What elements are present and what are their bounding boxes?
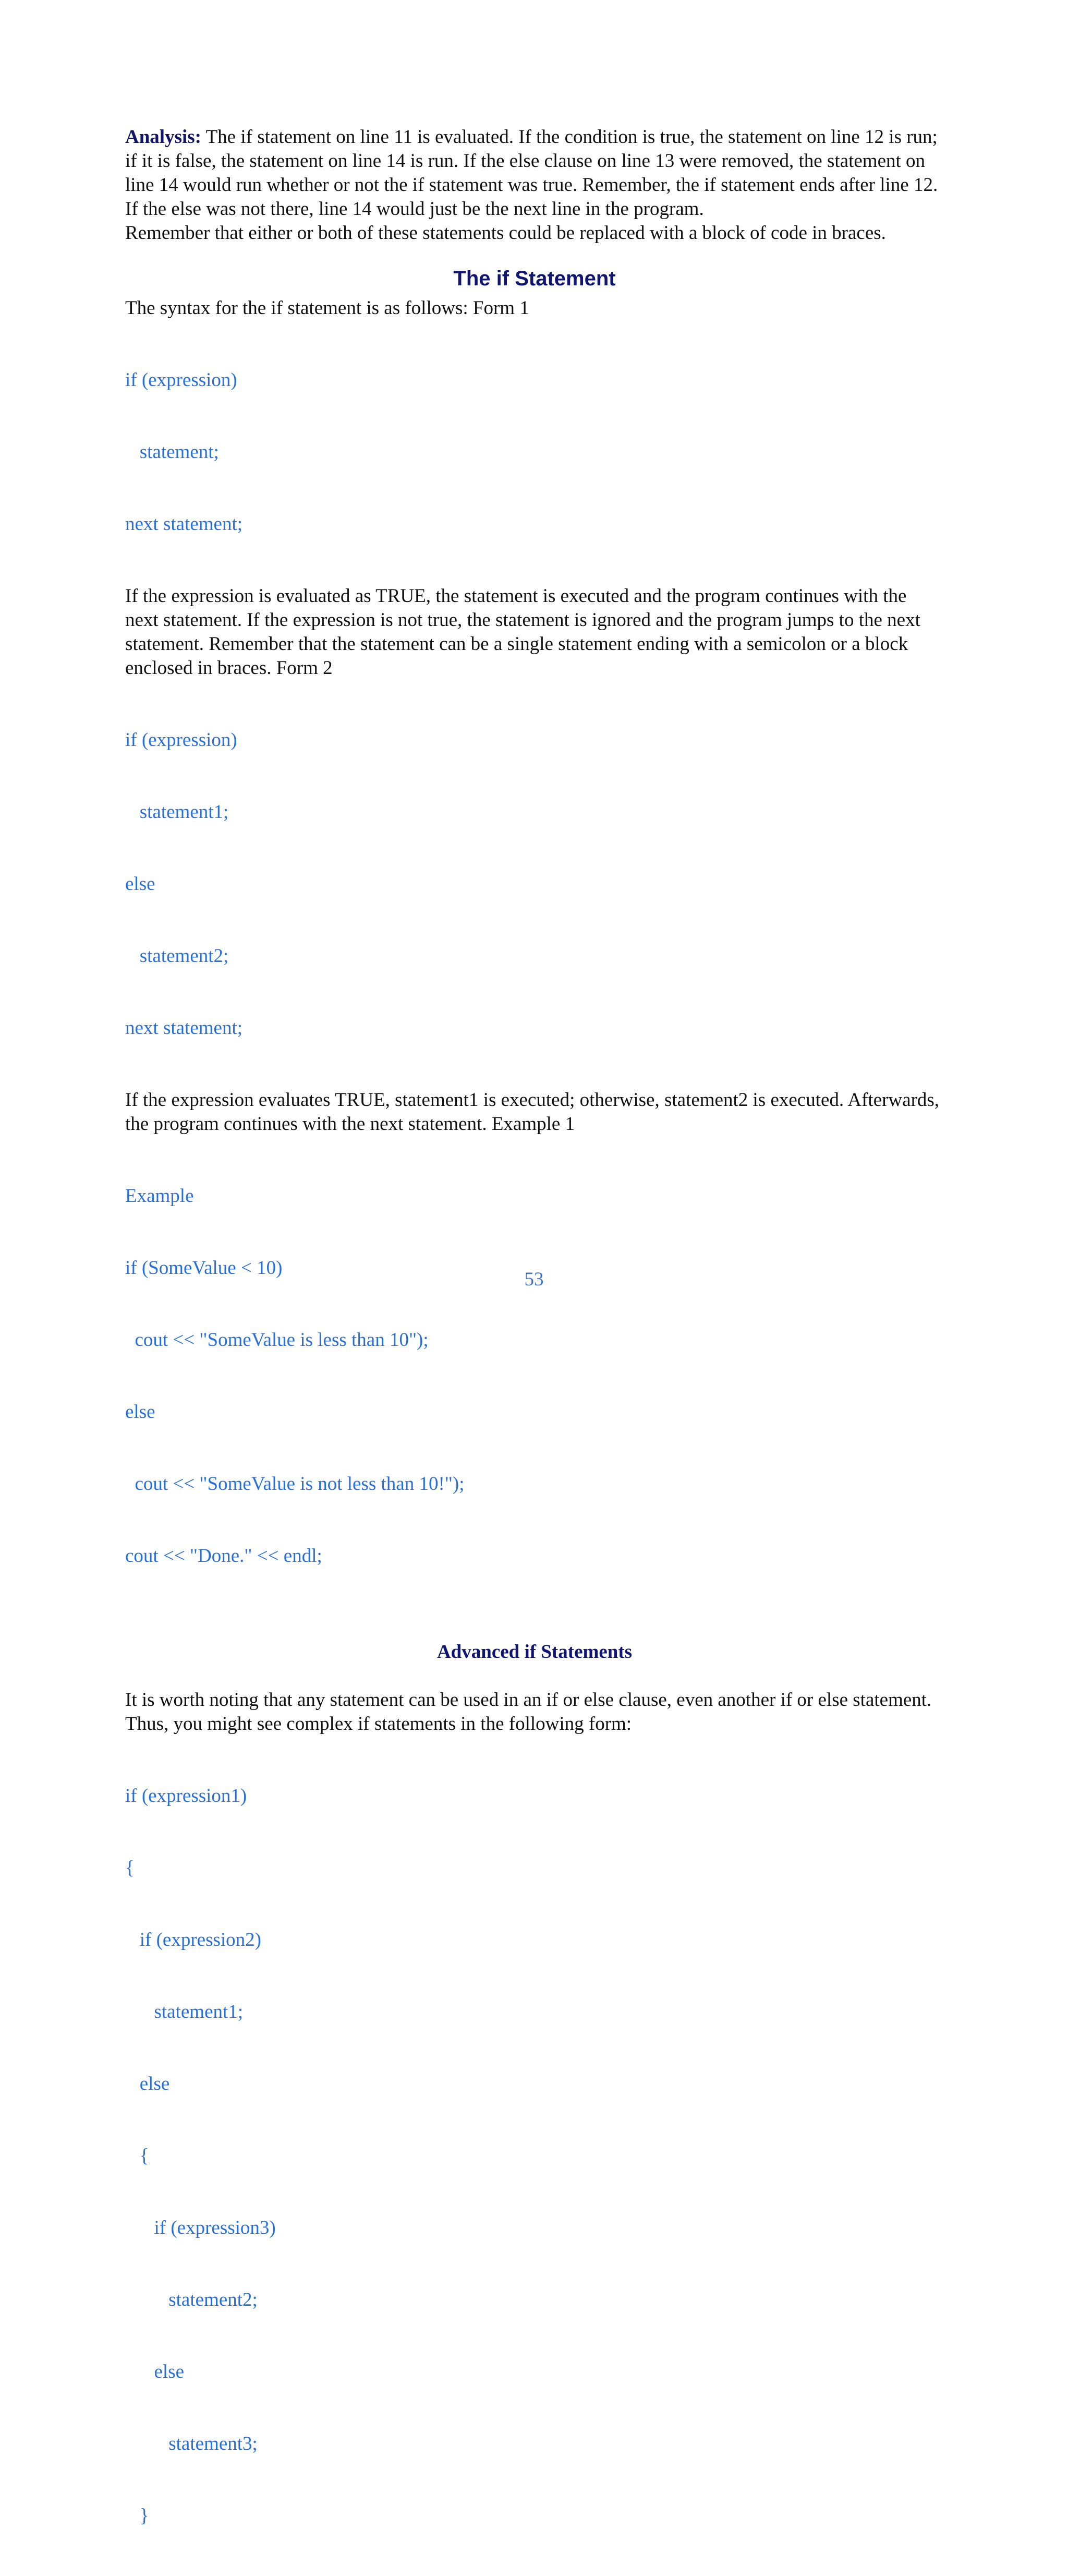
if-statement-heading: The if Statement [453, 267, 616, 290]
analysis-label: Analysis: [125, 126, 201, 148]
example-code-block [125, 1136, 944, 1616]
analysis-text: The if statement on line 11 is evaluated. If the condition is true, the statement on line 12 is run; if it is false, the statement on line 14 is run. If the else clause on line 13 were removed, the statement on line 14 would run whether or not the if statement was true. Remember, the if statement ends after line 12. If the else was not there, line 14 would just be the next line in the program. [125, 126, 938, 220]
code-line: } [125, 2505, 149, 2526]
form1-code-block [125, 320, 944, 584]
code-line: if (expression) [125, 729, 237, 751]
code-line: if (SomeValue < 10) [125, 1257, 283, 1279]
code-line: statement1; [125, 2001, 244, 2023]
code-line: else [125, 1401, 155, 1423]
code-line: statement3; [125, 2433, 258, 2454]
code-line: if (expression2) [125, 1929, 261, 1951]
code-line: else [125, 2073, 170, 2094]
code-line: if (expression3) [125, 2217, 276, 2238]
code-line: next statement; [125, 513, 243, 535]
form1-explanation: If the expression is evaluated as TRUE, the statement is executed and the program continues with the next statement. If the expression is not true, the statement is ignored and the program jumps to the next statement. Remember that the statement can be a single statement ending with a semicolon or a block enclosed in braces. Form 2 [125, 585, 920, 679]
code-line: else [125, 2361, 185, 2382]
code-line: { [125, 1857, 135, 1879]
advanced-if-heading: Advanced if Statements [436, 1641, 633, 1663]
code-line: statement2; [125, 945, 229, 967]
document-page [125, 125, 944, 2576]
code-line: next statement; [125, 1017, 243, 1039]
code-line: statement; [125, 441, 219, 463]
form2-code-block [125, 680, 944, 1088]
code-line: statement2; [125, 2289, 258, 2310]
code-line: { [125, 2145, 149, 2166]
form2-explanation: If the expression evaluates TRUE, statement1 is executed; otherwise, statement2 is executed. Afterwards, the program continues with the next statement. Example 1 [125, 1089, 940, 1135]
analysis-paragraph [125, 125, 944, 221]
page-number: 53 [524, 1269, 544, 1290]
code-line: else [125, 873, 155, 895]
syntax-intro: The syntax for the if statement is as follows: Form 1 [125, 297, 529, 319]
advanced-code-block [125, 1736, 944, 2576]
code-line: Example [125, 1185, 194, 1207]
code-line: cout << "Done." << endl; [125, 1545, 322, 1567]
code-line: cout << "SomeValue is less than 10"); [125, 1329, 429, 1351]
advanced-explanation: It is worth noting that any statement can be used in an if or else clause, even another if or else statement. Thus, you might see complex if statements in the following form: [125, 1689, 932, 1735]
remember-paragraph: Remember that either or both of these statements could be replaced with a block of code in braces. [125, 222, 886, 244]
code-line: if (expression1) [125, 1785, 247, 1807]
code-line: statement1; [125, 801, 229, 823]
code-line: cout << "SomeValue is not less than 10!"); [125, 1473, 465, 1495]
code-line: if (expression) [125, 369, 237, 391]
